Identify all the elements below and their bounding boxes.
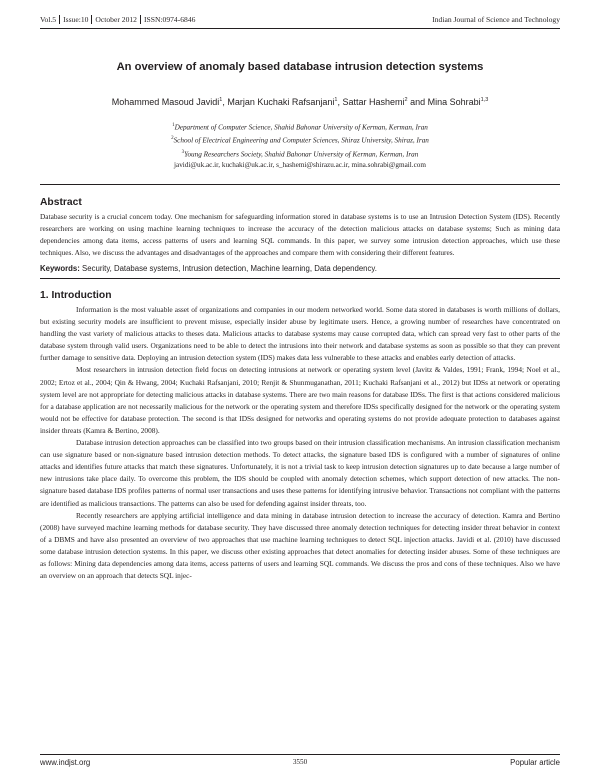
paragraph: Database intrusion detection approaches can be classified into two groups based on their intrusion classification mechanisms. An intrusion classification mechanism can use signature based or non-signature based intrusion detection methods. To detect attacks, the signature based IDS is configured with a number of signatures of online attacks and identifies future attacks that match these signatures. Unfortunately, it is not a trivial task to keep intrusion detection signatures up to date because a large number of new intrusions take place daily. To overcome this problem, the IDS should be coupled with anomaly detection schemes, which support detection of new attacks. The non-signature based database IDS profiles patterns of normal user transactions and uses these patterns for identifying intrusive behavior. Transactions not compliant with the patterns are identified as malicious transactions. The patterns can also be used for defending against insider threats, too. (40, 438, 560, 508)
abstract-rule (40, 184, 560, 185)
keywords-label: Keywords: (40, 264, 80, 273)
page-number: 3550 (292, 758, 308, 766)
author-emails: javidi@uk.ac.ir, kuchaki@uk.ac.ir, s_hashemi@shirazu.ac.ir, mina.sohrabi@gmail.com (174, 161, 426, 170)
intro-rule (40, 278, 560, 279)
page-footer (40, 758, 560, 770)
footer-rule (40, 754, 560, 755)
affiliation: $^3$Young Researchers Society, Shahid Bahonar University of Kerman, Kerman, Iran (181, 149, 419, 159)
author-list (40, 97, 560, 107)
issue-date: October 2012 (91, 15, 140, 24)
header-rule (40, 28, 560, 29)
affiliation: $^1$Department of Computer Science, Shahid Bahonar University of Kerman, Kerman, Iran (172, 123, 428, 132)
affiliation: $^2$School of Electrical Engineering and Computer Sciences, Shiraz University, Shiraz, Iran (171, 136, 429, 145)
volume: Vol.5 (40, 15, 57, 24)
issue-info (40, 15, 198, 24)
keywords-text: Security, Database systems, Intrusion detection, Machine learning, Data dependency. (82, 264, 377, 273)
author: Marjan Kuchaki Rafsanjani$^1$, (227, 97, 343, 107)
journal-name: Indian Journal of Science and Technology (432, 15, 560, 24)
issn: ISSN:0974-6846 (140, 15, 198, 24)
article-type: Popular article (510, 758, 560, 767)
author: Sattar Hashemi$^2$ and (342, 97, 428, 107)
paragraph: Recently researchers are applying artificial intelligence and data mining in database intrusion detection to increase the accuracy of detection. Kamra and Bertino (2008) have surveyed machine learning methods for database security. They have discussed three anomaly detection techniques for detecting insider threat behavior in context of a DBMS and have also presented an overview of two approaches that use machine learning techniques to detect SQL injection attacks. Javidi et al. (2010) have discussed some database intrusion detection systems. In this paper, we discuss other existing approaches that detect anomalies for detecting insider abuses. Some of these techniques are as follows: Mining data dependencies among data items, access patterns of users and learning SQL commands. We discuss the pros and cons of these techniques. Also we have an overview on an approach that detects SQL injec- (40, 510, 560, 581)
abstract-text: Database security is a crucial concern today. One mechanism for safeguarding information stored in database systems is to use an Intrusion Detection System (IDS). Recently researchers are working on using machine learning techniques to increase the accuracy of the detection malicious attacks on database systems; Such as mining data dependencies among data items, access patterns of users and learning SQL commands. In this paper, we survey some intrusion detection approaches, which use these techniques. Also, we discuss the advantages and disadvantages of the approaches and compare them with considering their different features. (40, 212, 560, 258)
introduction-body (40, 304, 560, 582)
issue: Issue:10 (59, 15, 91, 24)
author: Mohammed Masoud Javidi$^1$, (111, 97, 228, 107)
abstract-body (40, 211, 560, 259)
abstract-heading: Abstract (40, 197, 82, 208)
journal-website[interactable]: www.indjst.org (40, 758, 91, 767)
running-header (40, 15, 560, 27)
paragraph: Information is the most valuable asset of organizations and companies in our modern networked world. Some data stored in databases is worth millions of dollars, but existing security models are insufficient to prevent misuse, especially insider abuse by legitimate users. Hence, a growing number of researches have concentrated on handling the vast variety of malicious attacks to theses data. Malicious attacks to database systems may cause corrupted data, which can spread very fast to other parts of the database system through valid users. Organizations need to be able to detect the intrusions into their network and database systems as soon as possible so that they can prevent further damage to sensitive data. Deploying an intrusion detection system (IDS) makes data less vulnerable to these attacks and enables early detection of attacks. (40, 305, 560, 363)
paragraph: Most researchers in intrusion detection field focus on detecting intrusions at network or operating system level (Javitz & Valdes, 1991; Frank, 1994; Noel et al., 2002; Ertoz et al., 2004; Qin & Hwang, 2004; Kuchaki Rafsanjani, 2010; Renjit & Shunmuganathan, 2011; Kuchaki Rafsanjani et al., 2012) but IDSs at network or operating system level are not appropriate for detecting malicious attacks in database systems. There are two main reasons for database IDSs. The first is that actions considered malicious for a database application are not necessarily malicious for the network or the operating system and therefore IDSs specifically designed for the network or the operating system would not be effective for database protection. The second is that IDSs designed for networks and operating systems do not provide adequate protection to databases against insider threats (Kamra & Bertino, 2008). (40, 365, 560, 435)
author: Mina Sohrabi$^{1,3}$ (427, 97, 489, 107)
paper-title: An overview of anomaly based database intrusion detection systems (116, 61, 484, 73)
affiliations (40, 120, 560, 171)
introduction-heading: 1. Introduction (40, 290, 112, 301)
keywords (40, 264, 560, 273)
